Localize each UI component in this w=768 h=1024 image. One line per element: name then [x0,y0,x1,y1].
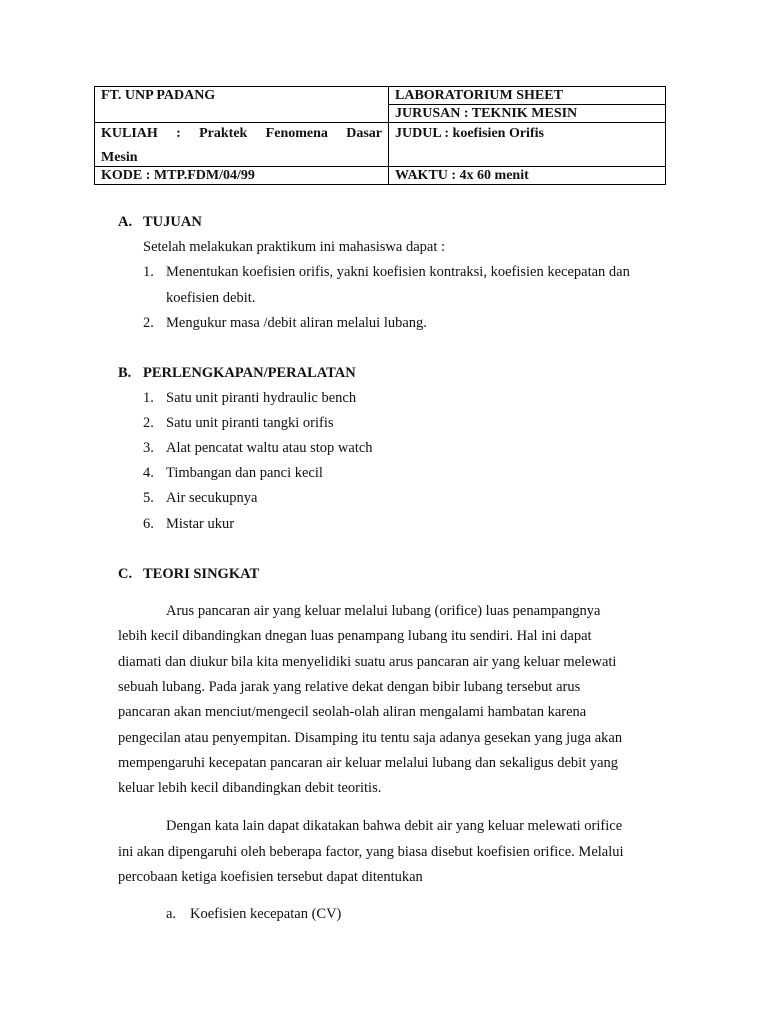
para-1-line-6: pengecilan atau penyempitan. Disamping itu tentu saja adanya gesekan yang juga akan [118,730,623,746]
section-b-item-4-num: 4. [143,465,154,481]
kuliah-label: KULIAH [101,126,158,141]
kode-text: KODE : MTP.FDM/04/99 [101,168,255,183]
para-1-line-2: lebih kecil dibandingkan dnegan luas penampang lubang itu sendiri. Hal ini dapat [118,628,592,644]
para-2-line-3: percobaan ketiga koefisien tersebut dapat ditentukan [118,869,423,885]
section-b-item-6-text: Mistar ukur [166,516,235,532]
sub-item-a-marker: a. [166,906,177,922]
section-a-item-1-line-1: Menentukan koefisien orifis, yakni koefisien kontraksi, koefisien kecepatan dan [166,264,630,280]
section-b-marker: B. [118,365,132,381]
section-a-intro: Setelah melakukan praktikum ini mahasiswa dapat : [143,239,446,255]
section-b-item-5-num: 5. [143,490,154,506]
section-a-item-2-num: 2. [143,315,154,331]
section-a-marker: A. [118,214,133,230]
sheet-title-cell [389,87,666,105]
section-a-item-2-line-1: Mengukur masa /debit aliran melalui lubang. [166,315,427,331]
kuliah-colon: : [176,126,181,141]
section-a-item-1-line-2: koefisien debit. [166,290,256,306]
kuliah-line-2: Mesin [101,150,138,165]
section-c-marker: C. [118,566,133,582]
institution-text: FT. UNP PADANG [101,88,216,103]
para-2-line-1: Dengan kata lain dapat dikatakan bahwa debit air yang keluar melewati orifice [166,818,623,834]
sheet-title-text: LABORATORIUM SHEET [395,88,563,103]
section-c-title: TEORI SINGKAT [143,566,260,582]
jurusan-text: JURUSAN : TEKNIK MESIN [395,106,578,121]
para-2-line-2: ini akan dipengaruhi oleh beberapa factor, yang biasa disebut koefisien orifice. Melalui [118,844,624,860]
section-b-item-2-text: Satu unit piranti tangki orifis [166,415,334,431]
institution-cell [95,87,389,123]
kuliah-word-3: Dasar [346,126,382,141]
section-b-item-4-text: Timbangan dan panci kecil [166,465,323,481]
header-table [94,86,666,185]
para-1-line-7: mempengaruhi kecepatan pancaran air keluar melalui lubang dan sekaligus debit yang [118,755,619,771]
kuliah-cell [95,123,389,167]
section-b-item-1-num: 1. [143,390,154,406]
section-b-item-3-text: Alat pencatat waltu atau stop watch [166,440,373,456]
waktu-text: WAKTU : 4x 60 menit [395,168,529,183]
judul-cell [389,123,666,167]
para-1-line-8: keluar lebih kecil dibandingkan debit teoritis. [118,780,382,796]
kode-cell [95,167,389,185]
section-b-title: PERLENGKAPAN/PERALATAN [143,365,356,381]
section-b-item-1-text: Satu unit piranti hydraulic bench [166,390,357,406]
para-1-line-4: sebuah lubang. Pada jarak yang relative dekat dengan bibir lubang tersebut arus [118,679,581,695]
kuliah-line [101,125,382,142]
jurusan-cell [389,105,666,123]
section-b-item-6-num: 6. [143,516,154,532]
kuliah-word-1: Praktek [199,126,248,141]
waktu-cell [389,167,666,185]
section-b-item-3-num: 3. [143,440,154,456]
section-b-item-2-num: 2. [143,415,154,431]
section-a-item-1-num: 1. [143,264,154,280]
kuliah-word-2: Fenomena [265,126,328,141]
section-b-item-5-text: Air secukupnya [166,490,258,506]
para-1-line-3: diamati dan diukur bila kita menyelidiki suatu arus pancaran air yang keluar melewati [118,654,617,670]
sub-item-a-text: Koefisien kecepatan (CV) [190,906,342,922]
para-1-line-1: Arus pancaran air yang keluar melalui lubang (orifice) luas penampangnya [166,603,601,619]
section-a-title: TUJUAN [143,214,202,230]
judul-text: JUDUL : koefisien Orifis [395,126,544,141]
para-1-line-5: pancaran akan menciut/mengecil seolah-olah aliran mengalami hambatan karena [118,704,587,720]
